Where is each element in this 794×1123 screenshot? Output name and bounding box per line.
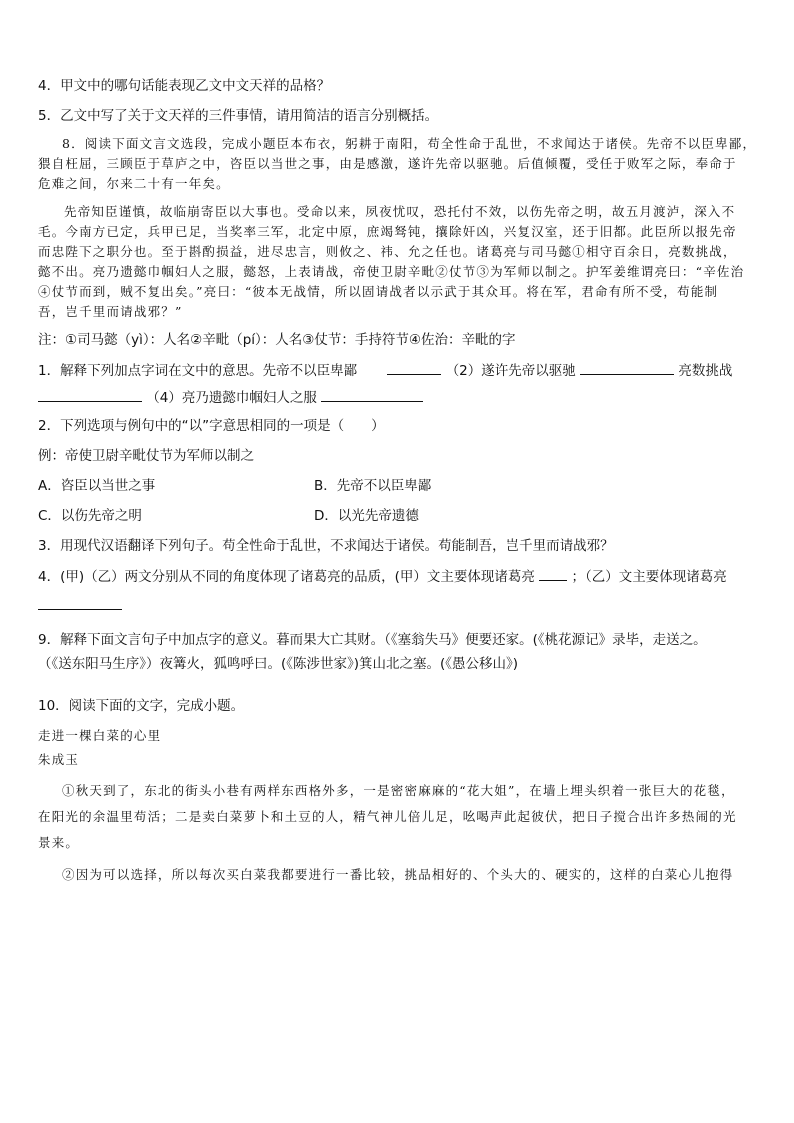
sub-question-1 [38,360,760,381]
sub-question-3: 3．用现代汉语翻译下列句子。苟全性命于乱世，不求闻达于诸侯。苟能制吾，岂千里而请战邪？ [38,538,614,554]
sub-question-1-part-3: 亮数挑战 [678,363,733,379]
passage-line: 8．阅读下面文言文选段，完成小题臣本布衣，躬耕于南阳，苟全性命于乱世，不求闻达于诸侯。先帝不以臣卑鄙， [62,136,757,151]
option-a[interactable]: A．咨臣以当世之事 [38,478,156,494]
option-b[interactable]: B．先帝不以臣卑鄙 [314,478,432,494]
article-title: 走进一棵白菜的心里 [38,728,162,743]
answer-blank[interactable] [580,360,674,375]
options-row [38,506,760,526]
article-line: ②因为可以选择，所以每次买白菜我都要进行一番比较，挑品相好的、个头大的、硬实的，这样的白菜心儿抱得 [62,867,734,882]
article-line: 在阳光的余温里苟活；二是卖白菜萝卜和土豆的人，精气神儿倍儿足，吆喝声此起彼伏，把日子搅合出许多热闹的光 [38,809,737,824]
sub-question-1-part-1: 1．解释下列加点字词在文中的意思。先帝不以臣卑鄙 [38,363,358,379]
passage-line: 猥自枉屈，三顾臣于草庐之中，咨臣以当世之事，由是感激，遂许先帝以驱驰。后值倾覆，受任于败军之际，奉命于 [38,156,737,171]
option-c[interactable]: C．以伤先帝之明 [38,508,142,524]
passage-line: 危难之间，尔来二十有一年矣。 [38,176,230,191]
exam-page [38,76,760,888]
answer-blank[interactable] [539,566,567,581]
sub-question-4-continued [38,595,760,616]
article-paragraph-2 [38,862,760,888]
article-author: 朱成玉 [38,752,80,767]
option-d[interactable]: D．以光先帝遗德 [314,508,419,524]
question-4: 4．甲文中的哪句话能表现乙文中文天祥的品格？ [38,78,331,94]
sub-question-1-continued [38,387,760,408]
sub-question-4 [38,566,760,587]
options-row [38,476,760,496]
passage-line: 而忠陛下之职分也。至于斟酌损益，进尽忠言，则攸之、祎、允之任也。诸葛亮与司马懿①相守百余日，亮数挑战， [38,244,737,259]
annotation-note: 注：①司马懿（yì）：人名②辛毗（pí）：人名③仗节：手持符节④佐治：辛毗的字 [38,332,516,348]
question-10-intro: 10．阅读下面的文字，完成小题。 [38,698,245,714]
sub-question-1-part-2: （2）遂许先帝以驱驰 [445,363,576,379]
answer-blank[interactable] [38,387,142,402]
passage-line: 吾，岂千里而请战邪？” [38,304,183,319]
question-8-passage-2 [38,202,760,322]
answer-blank[interactable] [38,595,122,610]
sub-question-4-part-2: ；（乙）文主要体现诸葛亮 [571,569,727,585]
article-line: 景来。 [38,835,80,850]
article-paragraph-1 [38,778,760,856]
passage-line: ④仗节而到，贼不复出矣。”亮曰：“彼本无战情，所以固请战者以示武于其众耳。将在军，君命有所不受，苟能制 [38,284,719,299]
passage-line: 毛。今南方已定，兵甲已足，当奖率三军，北定中原，庶竭驽钝，攘除奸凶，兴复汉室，还于旧都。此臣所以报先帝 [38,224,737,239]
answer-blank[interactable] [321,387,423,402]
passage-line: 懿不出。亮乃遗懿巾帼妇人之服，懿怒，上表请战，帝使卫尉辛毗②仗节③为军师以制之。护军姜维谓亮曰：“辛佐治 [38,264,745,279]
sub-question-4-part-1: 4．(甲)（乙）两文分别从不同的角度体现了诸葛亮的品质，(甲）文主要体现诸葛亮 [38,569,535,585]
question-5: 5．乙文中写了关于文天祥的三件事情，请用简洁的语言分别概括。 [38,108,439,124]
sub-question-2: 2．下列选项与例句中的“以”字意思相同的一项是（ ） [38,418,385,434]
question-9-line: （《送东阳马生序》）夜篝火，狐鸣呼曰。(《陈涉世家》)箕山北之塞。(《愚公移山》) [38,656,519,672]
article-line: ①秋天到了，东北的街头小巷有两样东西格外多，一是密密麻麻的“花大姐”，在墙上埋头织着一张巨大的花毯， [62,783,735,798]
sub-question-2-example: 例：帝使卫尉辛毗仗节为军师以制之 [38,448,254,464]
question-9-line: 9．解释下面文言句子中加点字的意义。暮而果大亡其财。（《塞翁失马》便要还家。(《桃花源记》录毕，走送之。 [38,632,707,648]
sub-question-1-part-4: （4）亮乃遗懿巾帼妇人之服 [146,390,317,406]
answer-blank[interactable] [387,360,441,375]
passage-line: 先帝知臣谨慎，故临崩寄臣以大事也。受命以来，夙夜忧叹，恐托付不效，以伤先帝之明，故五月渡泸，深入不 [64,204,736,219]
question-8-passage-1 [38,134,760,194]
